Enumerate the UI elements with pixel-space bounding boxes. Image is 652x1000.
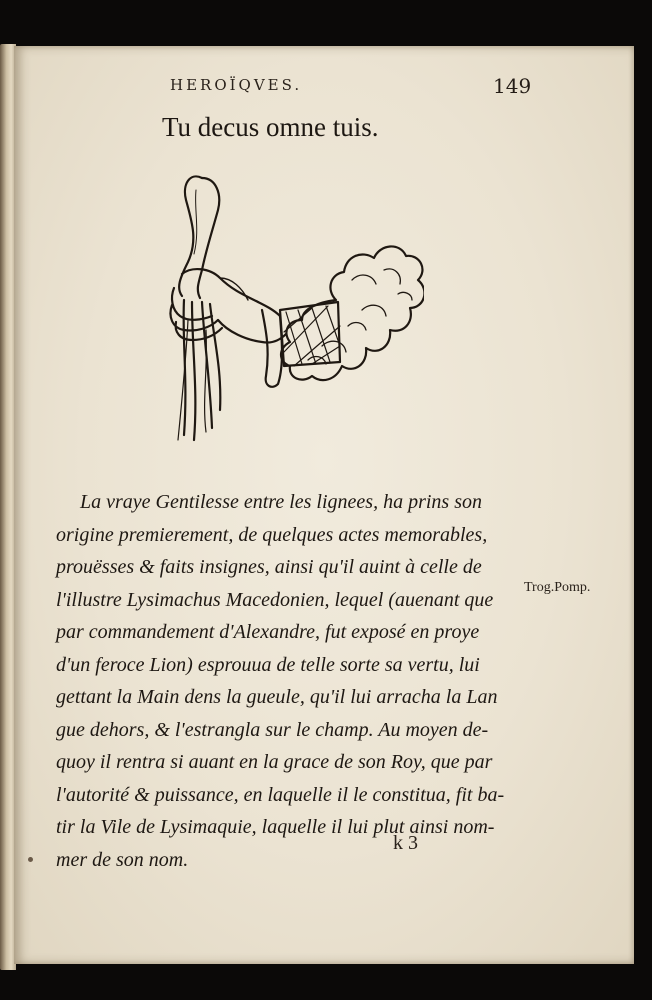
body-line: l'illustre Lysimachus Macedonien, lequel (auenant que: [56, 588, 494, 611]
marginal-note: Trog.Pomp.: [524, 580, 591, 595]
body-line: mer de son nom.: [56, 848, 189, 871]
body-text: [56, 486, 526, 876]
body-line: tir la Vile de Lysimaquie, laquelle il lui plut ainsi nom-: [56, 816, 495, 838]
body-line: d'un feroce Lion) esprouua de telle sorte sa vertu, lui: [56, 653, 480, 676]
hand-cloud-icon: [162, 170, 424, 450]
paper-speck: [28, 857, 33, 862]
body-line: l'autorité & puissance, en laquelle il le constitua, fit ba-: [56, 783, 505, 806]
body-line: gue dehors, & l'estrangla sur le champ. Au moyen de-: [56, 718, 489, 741]
body-line: gettant la Main dens la gueule, qu'il lui arracha la Lan: [56, 686, 498, 708]
body-line: par commandement d'Alexandre, fut exposé en proye: [56, 621, 480, 643]
body-line: La vraye Gentilesse entre les lignees, ha prins son: [80, 491, 482, 513]
emblem-woodcut: [162, 170, 424, 450]
body-line: origine premierement, de quelques actes memorables,: [56, 523, 488, 546]
body-line: prouësses & faits insignes, ainsi qu'il auint à celle de: [56, 556, 482, 578]
running-head: HEROÏQVES.: [170, 76, 303, 94]
emblem-motto: Tu decus omne tuis.: [162, 112, 379, 142]
body-line: quoy il rentra si auant en la grace de son Roy, que par: [56, 751, 493, 773]
page-number: 149: [493, 74, 532, 98]
signature-mark: k 3: [393, 832, 418, 854]
